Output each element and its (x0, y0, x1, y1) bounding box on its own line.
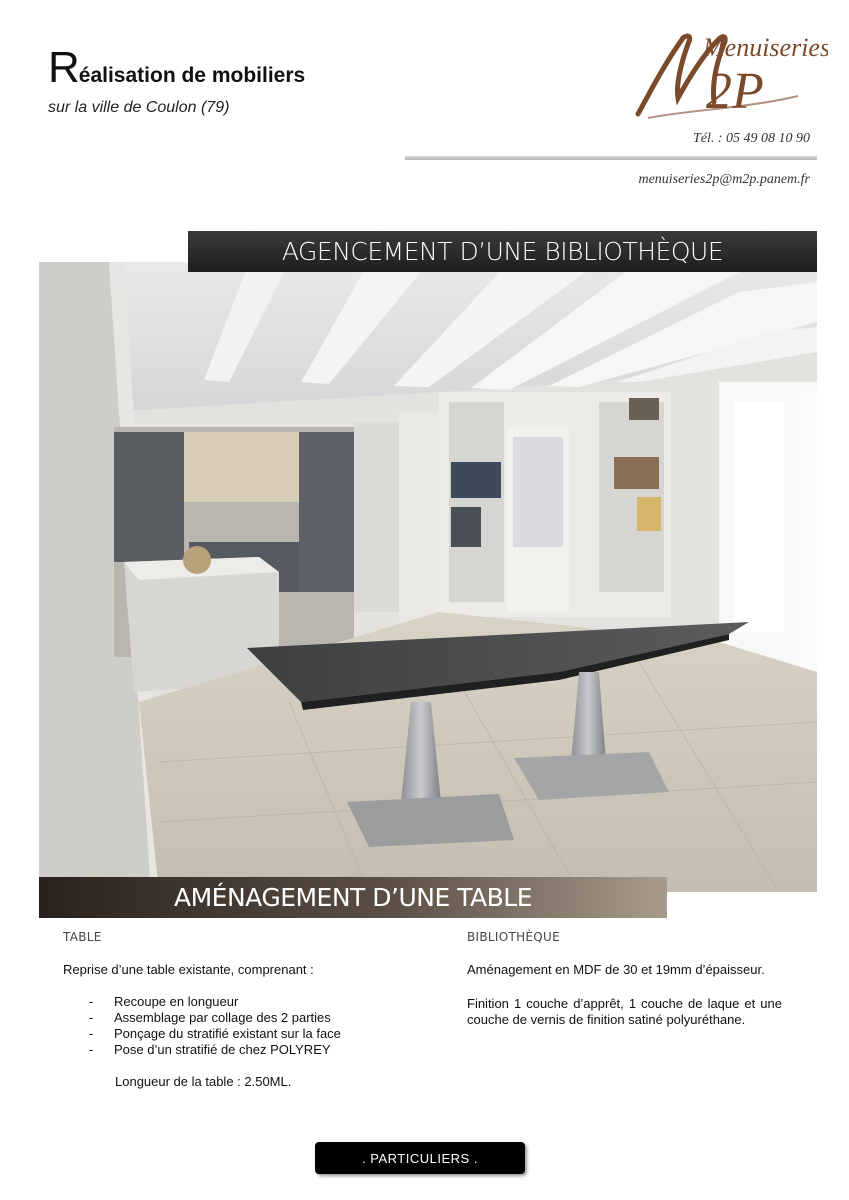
title-text: éalisation de mobiliers (78, 64, 306, 87)
room-photo (39, 262, 817, 892)
bibliotheque-heading: BIBLIOTHÈQUE (467, 930, 561, 944)
particuliers-button[interactable]: . PARTICULIERS . (315, 1142, 525, 1174)
header-divider (405, 156, 817, 160)
table-length: Longueur de la table : 2.50ML. (115, 1074, 292, 1089)
page-title (48, 43, 306, 92)
bibliotheque-finish: Finition 1 couche d’apprêt, 1 couche de laque et une couche de vernis de finition satiné polyuréthane. (467, 996, 782, 1027)
banner-bibliotheque: AGENCEMENT D’UNE BIBLIOTHÈQUE (188, 231, 817, 272)
logo-word: Menuiseries (703, 33, 828, 62)
list-item: - Ponçage du stratifié existant sur la face (63, 1026, 403, 1042)
phone-number: Tél. : 05 49 08 10 90 (692, 131, 810, 146)
bibliotheque-section (467, 930, 782, 1028)
page-subtitle: sur la ville de Coulon (79) (48, 99, 230, 116)
table-section (63, 930, 403, 1089)
email-address[interactable]: menuiseries2p@m2p.panem.fr (638, 172, 810, 187)
title-initial: R (48, 43, 79, 92)
list-item: - Pose d’un stratifié de chez POLYREY (63, 1042, 403, 1058)
banner-table: AMÉNAGEMENT D’UNE TABLE (39, 877, 667, 918)
logo-monogram: 2P (706, 63, 764, 120)
bibliotheque-materials: Aménagement en MDF de 30 et 19mm d’épaisseur. (467, 962, 765, 977)
list-item: - Assemblage par collage des 2 parties (63, 1010, 403, 1026)
table-intro: Reprise d’une table existante, comprenant : (63, 962, 314, 977)
list-item: - Recoupe en longueur (63, 994, 403, 1010)
company-logo (628, 26, 828, 126)
table-heading: TABLE (63, 930, 102, 944)
table-work-list (63, 994, 403, 1058)
